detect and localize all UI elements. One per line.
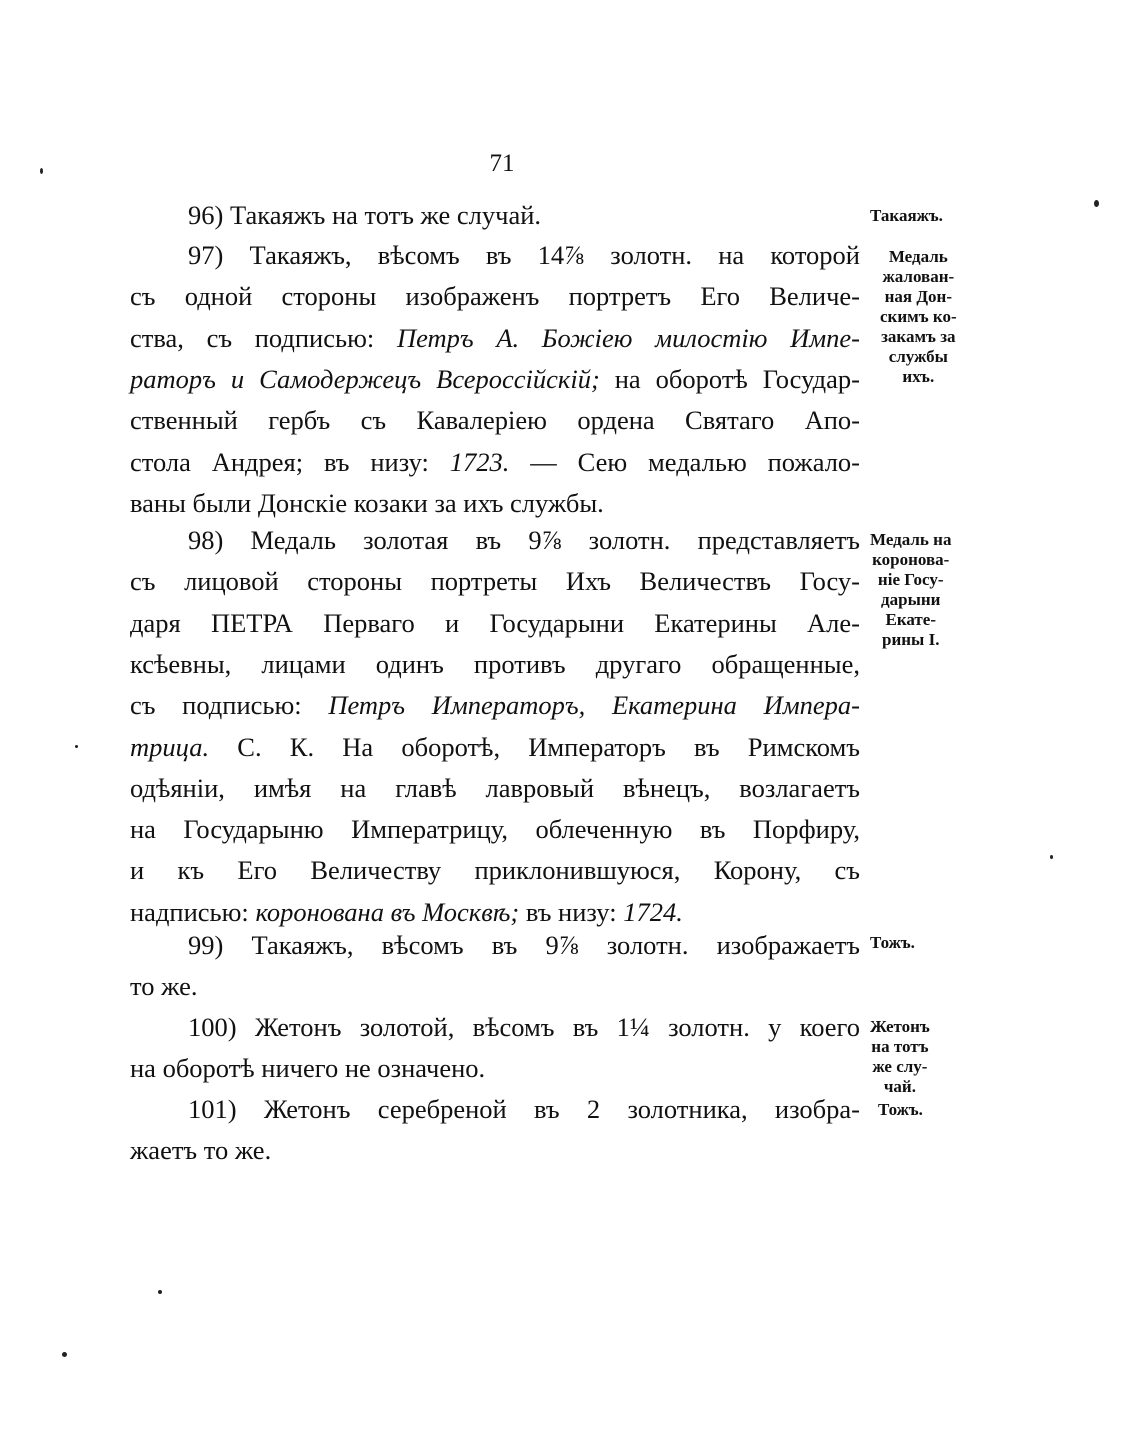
text-line (130, 281, 860, 311)
text-line (130, 364, 860, 394)
italic-text: трица. (130, 731, 210, 762)
text-line (130, 690, 860, 720)
text-run: съ лицовой стороны портреты Ихъ Величествъ Госу- (130, 566, 860, 597)
italic-text: Петръ Императоръ, Екатерина Импера- (328, 690, 860, 721)
text-line (130, 814, 860, 844)
margin-note-line: дарыни (881, 590, 941, 609)
text-run: — Сею медалью пожало- (509, 446, 861, 477)
text-run: 96) Такаяжъ на тотъ же случай. (188, 200, 542, 230)
margin-note-line: ная Дон- (884, 287, 952, 306)
text-run: съ подписью: (130, 690, 329, 721)
text-run: 97) Такаяжъ, вѣсомъ въ 14⅞ золотн. на которой (188, 240, 860, 270)
text-line (130, 323, 860, 353)
margin-note-line: Такаяжъ. (870, 206, 943, 225)
scan-speck (158, 1290, 162, 1294)
margin-note (870, 530, 951, 650)
text-run: одѣяніи, имѣя на главѣ лавровый вѣнецъ, возлагаетъ (130, 772, 860, 803)
text-run: даря ПЕТРА Перваго и Государыни Екатерины Але- (130, 607, 860, 638)
margin-note (870, 1017, 930, 1097)
scan-speck (75, 745, 78, 748)
italic-text: Петръ А. Божіею милостію Импе- (396, 322, 860, 353)
scan-speck (1050, 855, 1053, 859)
margin-note-line: Тожъ. (870, 933, 915, 952)
text-run: ксѣевны, лицами одинъ противъ другаго обращенные, (130, 648, 860, 679)
text-line (130, 488, 604, 518)
margin-note-line: чай. (883, 1077, 916, 1096)
margin-note-line: жалован- (882, 267, 955, 286)
text-line (130, 773, 860, 803)
text-run: на Государыню Императрицу, облеченную въ Порфиру, (130, 814, 860, 845)
margin-note-line: Тожъ. (878, 1100, 923, 1119)
text-line (130, 405, 860, 435)
text-run: ственный гербъ съ Кавалеріею ордена Святаго Апо- (130, 405, 860, 436)
margin-note-line: Жетонъ (870, 1017, 930, 1036)
margin-note-line: же слу- (872, 1057, 928, 1076)
text-line (130, 1053, 485, 1083)
text-run: на оборотѣ ничего не означено. (130, 1053, 486, 1084)
text-line (188, 1094, 860, 1124)
text-run: надписью: (130, 896, 256, 927)
scan-speck (62, 1352, 67, 1357)
margin-note-line: скимъ ко- (880, 307, 957, 326)
text-run: то же. (130, 971, 198, 1002)
text-run: 98) Медаль золотая въ 9⅞ золотн. представляетъ (188, 525, 860, 555)
text-run: 101) Жетонъ серебреной въ 2 золотника, изобра- (188, 1094, 860, 1124)
text-line (130, 447, 860, 477)
text-run: и къ Его Величеству приклонившуюся, Корону, съ (130, 855, 860, 886)
margin-note (870, 206, 943, 226)
scan-speck (40, 168, 43, 174)
italic-text: раторъ и Самодержецъ Всероссійскій; (130, 363, 600, 394)
text-run: 99) Такаяжъ, вѣсомъ въ 9⅞ золотн. изображаетъ (188, 930, 860, 960)
text-line (130, 897, 683, 927)
italic-text: 1724. (623, 896, 683, 927)
text-run: на оборотѣ Государ- (599, 363, 860, 394)
text-line (130, 566, 860, 596)
margin-note-line: рины I. (882, 630, 940, 649)
text-line (130, 732, 860, 762)
text-run: съ одной стороны изображенъ портретъ Его Величе- (130, 281, 860, 312)
text-run: ваны были Донскіе козаки за ихъ службы. (130, 487, 604, 518)
margin-note-line: коронова- (872, 550, 950, 569)
margin-note-line: службы (888, 347, 948, 366)
text-run: стола Андрея; въ низу: (130, 446, 450, 477)
text-line (188, 240, 860, 270)
text-run: въ низу: (519, 896, 624, 927)
text-run: жаетъ то же. (130, 1135, 272, 1166)
margin-note-line: на тотъ (871, 1037, 929, 1056)
margin-note-line: Медаль (888, 247, 948, 266)
text-line (188, 200, 541, 230)
text-line (130, 1135, 271, 1165)
margin-note-line: Медаль на (870, 530, 952, 549)
text-run: 100) Жетонъ золотой, вѣсомъ въ 1¼ золотн. у коего (188, 1012, 860, 1042)
text-line (130, 649, 860, 679)
text-line (130, 608, 860, 638)
margin-note-line: ихъ. (902, 367, 935, 386)
text-line (188, 525, 860, 555)
text-line (188, 930, 860, 960)
text-line (188, 1012, 860, 1042)
margin-note (880, 247, 957, 387)
italic-text: коронована въ Москвѣ; (255, 896, 520, 927)
text-run: С. К. На оборотѣ, Императоръ въ Римскомъ (209, 731, 860, 762)
text-run: ства, съ подписью: (130, 322, 397, 353)
text-line (130, 971, 197, 1001)
scan-speck (1094, 200, 1099, 207)
italic-text: 1723. (449, 446, 510, 477)
margin-note (870, 933, 915, 953)
margin-note (878, 1100, 923, 1120)
margin-note-line: закамъ за (881, 327, 956, 346)
margin-note-line: Екате- (885, 610, 936, 629)
page-number: 71 (489, 150, 515, 177)
margin-note-line: ніе Госу- (877, 570, 944, 589)
text-line (130, 855, 860, 885)
